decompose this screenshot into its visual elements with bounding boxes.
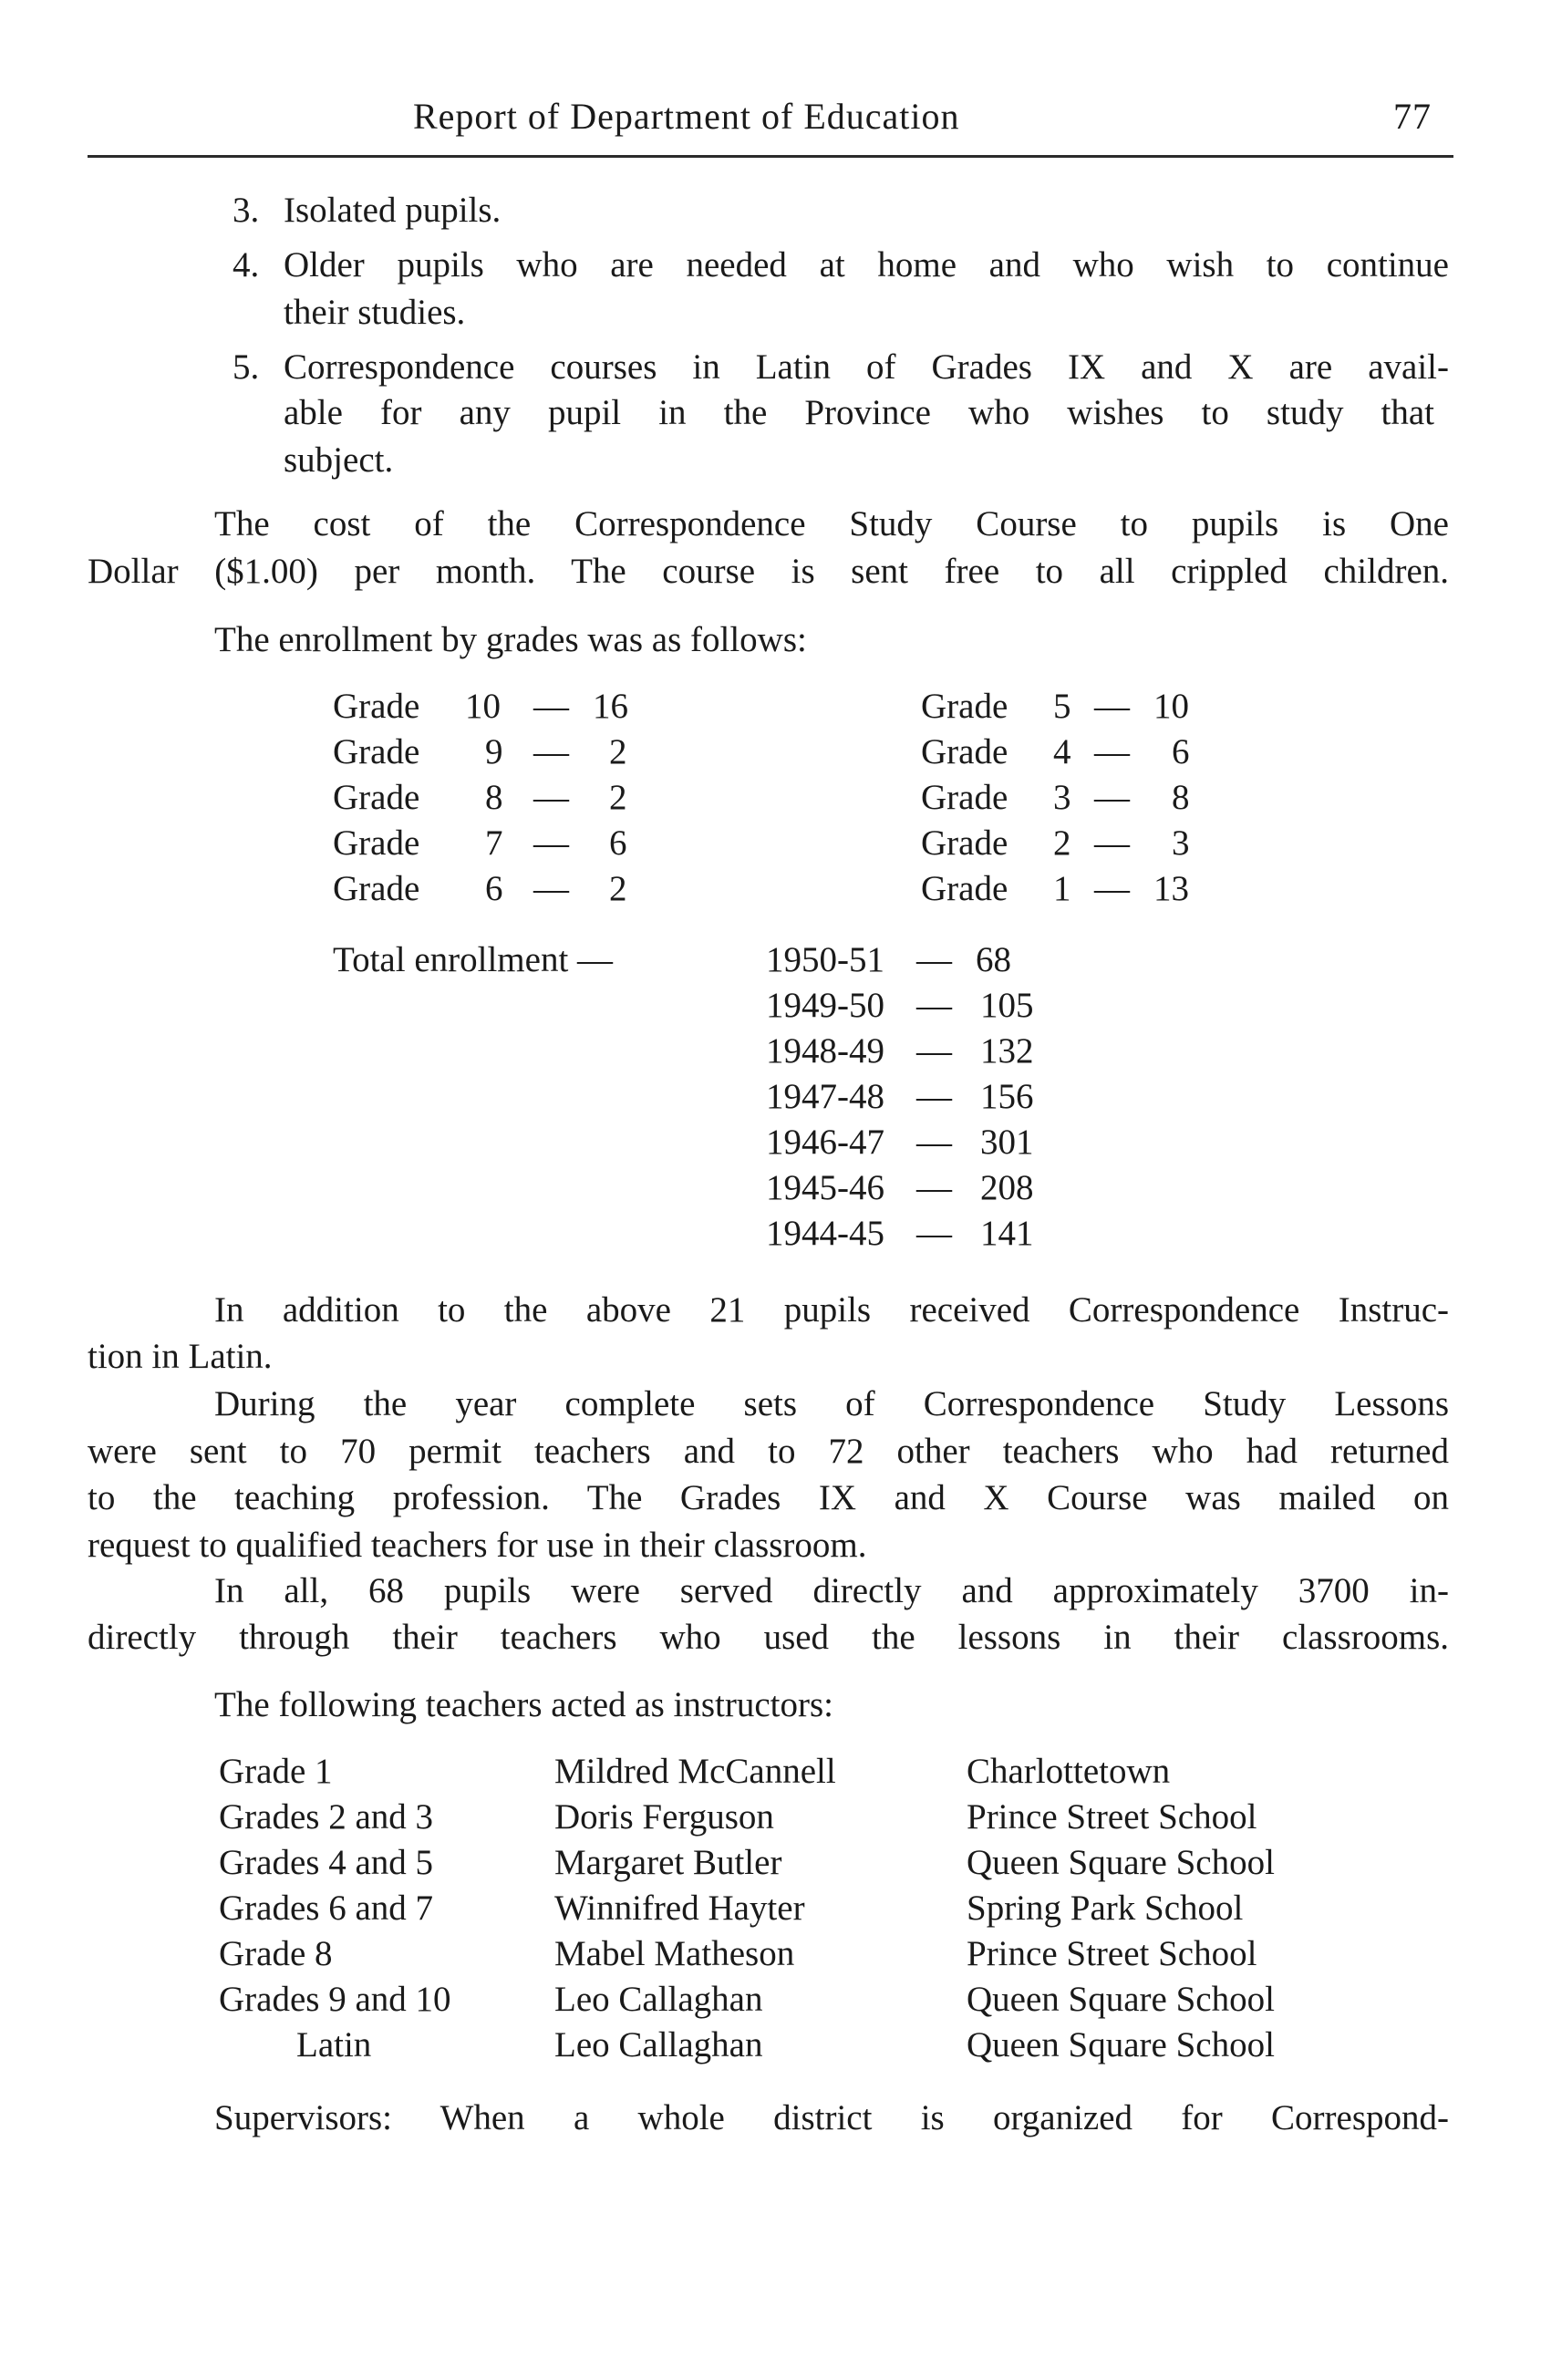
during-paragraph-line: During the year complete sets of Correspondence Study Lessons [214,1384,1449,1423]
grade-number: 6 [485,869,503,908]
grade-count: 10 [1153,687,1189,726]
instructor-grade: Grades 2 and 3 [219,1797,434,1837]
list-number: 4. [233,245,260,285]
total-count: 141 [980,1214,1034,1253]
list-number: 3. [233,191,260,230]
total-count: 208 [980,1168,1034,1207]
grade-count: 13 [1153,869,1189,908]
grade-count: 16 [593,687,628,726]
grade-number: 4 [1053,732,1071,771]
dash: — [916,986,952,1025]
instructor-school: Queen Square School [967,2025,1275,2064]
instructor-school: Prince Street School [967,1797,1257,1837]
total-count: 301 [980,1123,1034,1162]
grade-count: 2 [609,778,627,817]
instructor-school: Spring Park School [967,1888,1244,1928]
total-count: 68 [976,940,1011,979]
school-year: 1947-48 [766,1077,884,1116]
grade-label: Grade [921,778,1008,817]
grade-number: 2 [1053,823,1071,863]
dash: — [1094,778,1130,817]
instructor-name: Margaret Butler [554,1843,782,1882]
grade-label: Grade [921,869,1008,908]
grade-count: 2 [609,869,627,908]
dash: — [533,687,569,726]
dash: — [533,823,569,863]
grade-number: 5 [1053,687,1071,726]
instructors-intro: The following teachers acted as instructors: [214,1685,834,1724]
total-count: 105 [980,986,1034,1025]
grade-number: 10 [465,687,501,726]
dash: — [916,1214,952,1253]
total-count: 156 [980,1077,1034,1116]
instructor-grade: Grades 9 and 10 [219,1980,451,2019]
dash: — [916,1077,952,1116]
school-year: 1946-47 [766,1123,884,1162]
enrollment-intro: The enrollment by grades was as follows: [214,620,807,659]
instructor-name: Mabel Matheson [554,1934,795,1973]
grade-number: 9 [485,732,503,771]
school-year: 1949-50 [766,986,884,1025]
grade-count: 2 [609,732,627,771]
instructor-name: Leo Callaghan [554,1980,763,2019]
grade-number: 1 [1053,869,1071,908]
instructor-grade: Latin [296,2025,372,2064]
instructor-school: Queen Square School [967,1843,1275,1882]
list-item-line: their studies. [284,293,466,332]
grade-number: 8 [485,778,503,817]
list-item-line: Isolated pupils. [284,191,502,230]
total-enrollment-label: Total enrollment — [333,940,614,979]
dash: — [1094,869,1130,908]
instructor-grade: Grade 1 [219,1752,333,1791]
list-number: 5. [233,347,260,387]
instructor-school: Queen Square School [967,1980,1275,2019]
list-item-line: able for any pupil in the Province who wishes to study that [284,393,1434,432]
dash: — [916,1123,952,1162]
grade-count: 3 [1172,823,1190,863]
dash: — [533,732,569,771]
school-year: 1945-46 [766,1168,884,1207]
school-year: 1950-51 [766,940,884,979]
instructor-school: Prince Street School [967,1934,1257,1973]
grade-label: Grade [333,687,420,726]
grade-label: Grade [921,823,1008,863]
grade-count: 6 [1172,732,1190,771]
dash: — [916,1168,952,1207]
grade-label: Grade [333,732,420,771]
cost-paragraph-line: Dollar ($1.00) per month. The course is sent free to all crippled children. [88,552,1449,591]
grade-label: Grade [921,687,1008,726]
total-count: 132 [980,1031,1034,1071]
school-year: 1944-45 [766,1214,884,1253]
instructor-name: Leo Callaghan [554,2025,763,2064]
addition-paragraph-line: In addition to the above 21 pupils received Correspondence Instruc- [214,1290,1449,1330]
grade-label: Grade [333,778,420,817]
grade-label: Grade [333,823,420,863]
instructor-name: Doris Ferguson [554,1797,774,1837]
instructor-grade: Grade 8 [219,1934,333,1973]
list-item-line: Older pupils who are needed at home and who wish to continue [284,245,1449,285]
grade-number: 7 [485,823,503,863]
dash: — [916,940,952,979]
inall-paragraph-line: In all, 68 pupils were served directly and approximately 3700 in- [214,1571,1449,1610]
instructor-name: Winnifred Hayter [554,1888,805,1928]
header-rule [88,155,1453,158]
during-paragraph-line: were sent to 70 permit teachers and to 72 other teachers who had returned [88,1432,1449,1471]
dash: — [533,869,569,908]
grade-count: 6 [609,823,627,863]
instructor-grade: Grades 6 and 7 [219,1888,434,1928]
grade-number: 3 [1053,778,1071,817]
inall-paragraph-line: directly through their teachers who used the lessons in their classrooms. [88,1618,1449,1657]
instructor-school: Charlottetown [967,1752,1171,1791]
school-year: 1948-49 [766,1031,884,1071]
addition-paragraph-line: tion in Latin. [88,1337,273,1376]
list-item-line: Correspondence courses in Latin of Grades IX and X are avail- [284,347,1449,387]
dash: — [1094,823,1130,863]
grade-label: Grade [921,732,1008,771]
instructor-grade: Grades 4 and 5 [219,1843,434,1882]
list-item-line: subject. [284,440,394,480]
cost-paragraph-line: The cost of the Correspondence Study Course to pupils is One [214,504,1449,543]
supervisors-line: Supervisors: When a whole district is organized for Correspond- [214,2098,1449,2137]
dash: — [916,1031,952,1071]
running-head-title: Report of Department of Education [413,96,960,137]
instructor-name: Mildred McCannell [554,1752,836,1791]
dash: — [533,778,569,817]
grade-label: Grade [333,869,420,908]
dash: — [1094,732,1130,771]
dash: — [1094,687,1130,726]
grade-count: 8 [1172,778,1190,817]
during-paragraph-line: to the teaching profession. The Grades IX and X Course was mailed on [88,1478,1449,1517]
during-paragraph-line: request to qualified teachers for use in their classroom. [88,1526,867,1565]
page-number: 77 [1393,96,1432,137]
